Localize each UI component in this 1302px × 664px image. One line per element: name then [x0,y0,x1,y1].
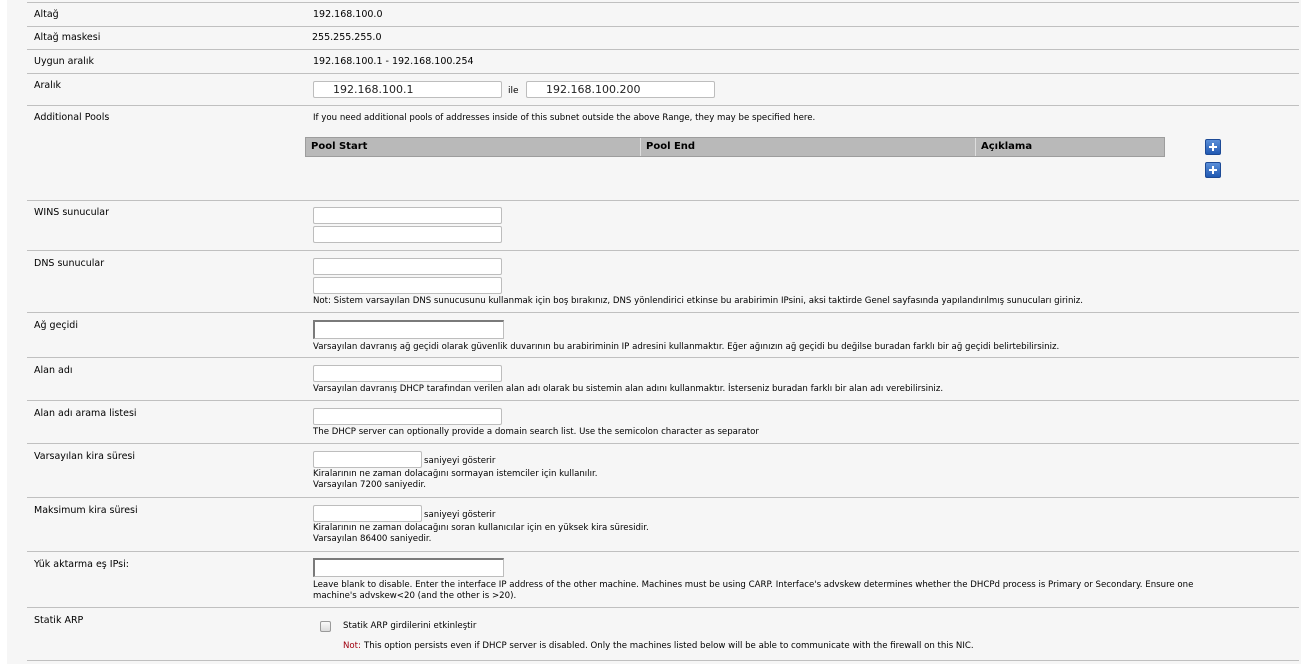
range-from-input[interactable]: 192.168.100.1 [313,81,502,98]
domain-input[interactable] [313,365,502,382]
default-lease-unit: saniyeyi gösterir [424,456,496,466]
static-arp-label: Statik ARP [34,615,84,626]
dns-note: Not: Sistem varsayılan DNS sunucusunu kullanmak için boş bırakınız, DNS yönlendirici etkinse bu arabirimin IPsini, aksi taktirde Genel sayfasında yapılandırılmış sunucuları giriniz. [313,296,1084,306]
gateway-input[interactable] [313,320,504,339]
add-pool-icon[interactable] [1205,139,1221,155]
failover-peer-note: Leave blank to disable. Enter the interface IP address of the other machine. Machines must be using CARP. Interface's advskew determines whether the DHCPd process is Primary or Secondary. Ensure one [313,580,1194,590]
description-column: Açıklama [981,141,1033,152]
gateway-note: Varsayılan davranış ağ geçidi olarak güvenlik duvarının bu arabiriminin IP adresini kullanmaktır. Eğer ağınızın ağ geçidi bu değilse buradan farklı bir ağ geçidi belirtebilirsiniz. [313,342,1060,352]
max-lease-unit: saniyeyi gösterir [424,510,496,520]
failover-peer-input[interactable] [313,558,504,577]
subnet-label: Altağ [34,9,59,20]
subnet-mask-label: Altağ maskesi [34,32,101,43]
domain-row [27,358,1299,401]
subnet-mask-value: 255.255.255.0 [312,32,382,43]
add-pool-row-icon[interactable] [1205,162,1221,178]
additional-pools-help: If you need additional pools of addresses inside of this subnet outside the above Range, they may be specified here. [313,113,816,123]
range-label: Aralık [34,80,62,91]
static-arp-checkbox-label[interactable]: Statik ARP girdilerini etkinleştir [343,621,477,631]
domain-search-note: The DHCP server can optionally provide a domain search list. Use the semicolon character as separator [313,427,759,437]
static-arp-note-prefix: Not: [343,641,361,651]
failover-peer-row [27,552,1299,608]
max-lease-default: Varsayılan 86400 saniyedir. [313,534,432,544]
additional-pools-label: Additional Pools [34,112,110,123]
dns-row [27,251,1299,313]
default-lease-input[interactable] [313,451,422,468]
max-lease-row [27,498,1299,552]
default-lease-label: Varsayılan kira süresi [34,451,136,462]
domain-search-row [27,401,1299,444]
wins-server-1-input[interactable] [313,207,502,224]
gateway-row [27,313,1299,358]
failover-peer-label: Yük aktarma eş IPsi: [34,559,129,570]
static-arp-note: This option persists even if DHCP server is disabled. Only the machines listed below will be able to communicate with the firewall on this NIC. [364,641,974,651]
max-lease-input[interactable] [313,505,422,522]
failover-peer-note-2: machine's advskew<20 (and the other is >20). [313,591,517,601]
range-to-input[interactable]: 192.168.100.200 [526,81,715,98]
dns-server-1-input[interactable] [313,258,502,275]
default-lease-row [27,444,1299,498]
range-connector: ile [508,86,519,96]
dhcp-settings-panel [7,0,1301,664]
subnet-row [27,2,1299,27]
domain-search-label: Alan adı arama listesi [34,408,137,419]
max-lease-note: Kiralarının ne zaman dolacağını soran kullanıcılar için en yüksek kira süresidir. [313,523,649,533]
range-row [27,74,1299,106]
pool-end-column: Pool End [641,138,976,156]
wins-label: WINS sunucular [34,207,109,218]
max-lease-label: Maksimum kira süresi [34,505,138,516]
wins-server-2-input[interactable] [313,226,502,243]
dns-label: DNS sunucular [34,258,105,269]
static-arp-row [27,608,1299,661]
dns-server-2-input[interactable] [313,277,502,294]
domain-label: Alan adı [34,365,73,376]
gateway-label: Ağ geçidi [34,320,78,331]
domain-search-input[interactable] [313,408,502,425]
domain-note: Varsayılan davranış DHCP tarafından verilen alan adı olarak bu sistemin alan adını kullanmaktır. İsterseniz buradan farklı bir alan adı verebilirsiniz. [313,384,944,394]
available-range-value: 192.168.100.1 - 192.168.100.254 [313,56,474,67]
subnet-value: 192.168.100.0 [313,9,383,20]
available-range-row [27,50,1299,74]
subnet-mask-row [27,26,1299,50]
wins-row [27,201,1299,251]
available-range-label: Uygun aralık [34,56,94,67]
default-lease-note: Kiralarının ne zaman dolacağını sormayan istemciler için kullanılır. [313,469,598,479]
pools-table-header [305,137,1165,157]
default-lease-default: Varsayılan 7200 saniyedir. [313,480,426,490]
static-arp-checkbox[interactable] [320,621,331,632]
pool-start-column: Pool Start [306,138,641,156]
